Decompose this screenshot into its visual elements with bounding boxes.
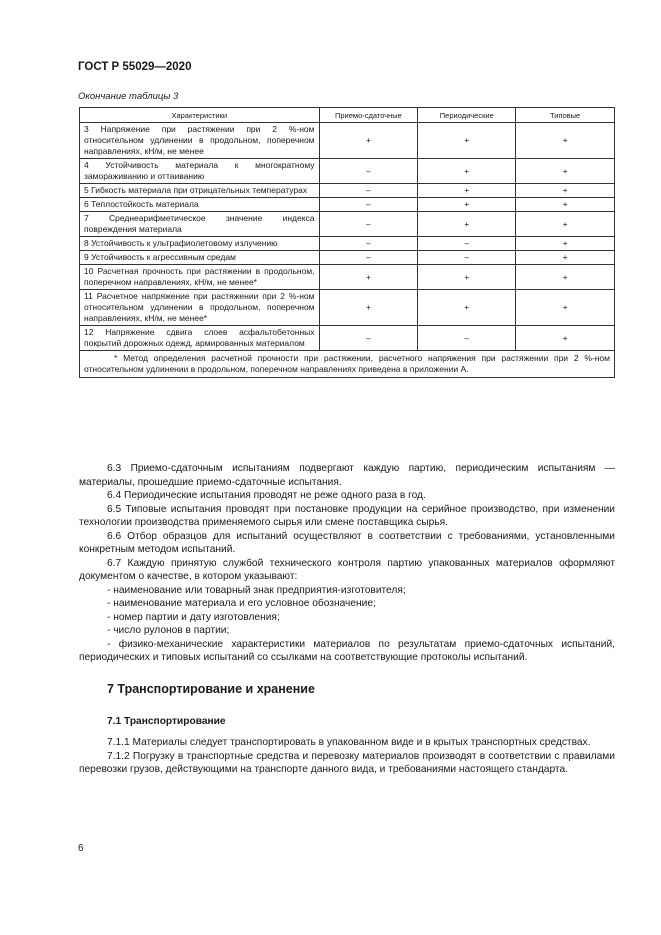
paragraph-7-1-2: 7.1.2 Погрузку в транспортные средства и перевозку материалов производят в соответствии с правилами перевозки грузов, действующими на транспорте данного вида, и требованиями настоящего стандарта.: [79, 750, 615, 775]
table-caption: Окончание таблицы 3: [78, 91, 179, 102]
table-row: [80, 265, 615, 290]
cell-periodic: +: [418, 198, 516, 212]
col-header-acceptance: Приемо-сдаточные: [319, 108, 418, 123]
list-item: - наименование материала и его условное обозначение;: [107, 598, 376, 609]
cell-type: +: [516, 290, 615, 326]
row-characteristic: 4 Устойчивость материала к многократному замораживанию и оттаиванию: [80, 159, 320, 184]
paragraph-6-3: 6.3 Приемо-сдаточным испытаниям подвергают каждую партию, периодическим испытаниям — материалы, прошедшие приемо-сдаточные испытания.: [79, 463, 615, 488]
table-row: [80, 159, 615, 184]
cell-periodic: +: [418, 290, 516, 326]
row-characteristic: 12 Напряжение сдвига слоев асфальтобетонных покрытий дорожных одежд, армированных материалом: [80, 326, 320, 351]
cell-periodic: –: [418, 251, 516, 265]
row-characteristic: 7 Среднеарифметическое значение индекса повреждения материала: [80, 212, 320, 237]
cell-acceptance: +: [319, 265, 418, 290]
paragraph-6-5: 6.5 Типовые испытания проводят при постановке продукции на серийное производство, при изменении технологии производства применяемого сырья или смене поставщика сырья.: [79, 503, 615, 528]
cell-acceptance: –: [319, 326, 418, 351]
standard-header: ГОСТ Р 55029—2020: [78, 61, 192, 73]
table-row: [80, 198, 615, 212]
clause-7-body: [79, 736, 615, 777]
cell-type: +: [516, 212, 615, 237]
cell-periodic: +: [418, 184, 516, 198]
row-characteristic: 9 Устойчивость к агрессивным средам: [80, 251, 320, 265]
col-header-type: Типовые: [516, 108, 615, 123]
cell-type: +: [516, 326, 615, 351]
cell-acceptance: –: [319, 198, 418, 212]
cell-periodic: –: [418, 326, 516, 351]
cell-periodic: +: [418, 123, 516, 159]
cell-acceptance: –: [319, 159, 418, 184]
table-row: [80, 184, 615, 198]
table-row: [80, 212, 615, 237]
cell-periodic: +: [418, 159, 516, 184]
table-header-row: [80, 108, 615, 123]
paragraph-6-4: 6.4 Периодические испытания проводят не реже одного раза в год.: [107, 490, 426, 501]
row-characteristic: 5 Гибкость материала при отрицательных температурах: [80, 184, 320, 198]
paragraph-6-7: 6.7 Каждую принятую службой технического контроля партию упакованных материалов оформляют документом о качестве, в котором указывают:: [79, 557, 615, 582]
cell-acceptance: –: [319, 251, 418, 265]
row-characteristic: 11 Расчетное напряжение при растяжении при 2 %-ном относительном удлинении в продольном, поперечном направлениях, кН/м, не менее*: [80, 290, 320, 326]
cell-periodic: +: [418, 265, 516, 290]
spec-table: [79, 107, 615, 378]
row-characteristic: 6 Теплостойкость материала: [80, 198, 320, 212]
cell-acceptance: –: [319, 184, 418, 198]
page-number: 6: [78, 843, 84, 854]
cell-type: +: [516, 251, 615, 265]
cell-type: +: [516, 184, 615, 198]
col-header-characteristics: Характеристики: [80, 108, 320, 123]
list-item: - наименование или товарный знак предприятия-изготовителя;: [107, 584, 406, 596]
table-row: [80, 123, 615, 159]
table-footnote-row: [80, 351, 615, 378]
row-characteristic: 8 Устойчивость к ультрафиолетовому излучению: [80, 237, 320, 251]
list-item: - физико-механические характеристики материалов по результатам приемо-сдаточных испытаний, периодических и типовых испытаний со ссылками на соответствующие протоколы испытаний.: [79, 638, 615, 663]
cell-type: +: [516, 123, 615, 159]
cell-type: +: [516, 237, 615, 251]
table-row: [80, 251, 615, 265]
cell-acceptance: +: [319, 290, 418, 326]
subsection-7-1-title: 7.1 Транспортирование: [107, 716, 226, 727]
row-characteristic: 10 Расчетная прочность при растяжении в продольном, поперечном направлениях, кН/м, не менее*: [80, 265, 320, 290]
table-row: [80, 290, 615, 326]
cell-type: +: [516, 265, 615, 290]
cell-type: +: [516, 159, 615, 184]
table-footnote-text: * Метод определения расчетной прочности при растяжении, расчетного напряжения при растяжении при 2 %-ном относительном удлинении в продольном, поперечном направлениях приведена в приложении А.: [84, 353, 610, 374]
cell-acceptance: –: [319, 237, 418, 251]
table-footnote: [80, 351, 615, 378]
cell-type: +: [516, 198, 615, 212]
list-item: - номер партии и дату изготовления;: [107, 611, 280, 623]
cell-periodic: –: [418, 237, 516, 251]
cell-periodic: +: [418, 212, 516, 237]
col-header-periodic: Периодические: [418, 108, 516, 123]
cell-acceptance: –: [319, 212, 418, 237]
row-characteristic: 3 Напряжение при растяжении при 2 %-ном относительном удлинении в продольном, поперечном направлениях, кН/м, не менее: [80, 123, 320, 159]
cell-acceptance: +: [319, 123, 418, 159]
section-7-title: 7 Транспортирование и хранение: [107, 682, 315, 696]
paragraph-6-6: 6.6 Отбор образцов для испытаний осуществляют в соответствии с требованиями, установленными конкретным методом испытаний.: [79, 530, 615, 555]
clause-6-body: [79, 462, 615, 665]
list-item: - число рулонов в партии;: [107, 625, 230, 636]
table-row: [80, 237, 615, 251]
table-row: [80, 326, 615, 351]
paragraph-7-1-1: 7.1.1 Материалы следует транспортировать в упакованном виде и в крытых транспортных средствах.: [107, 737, 591, 748]
